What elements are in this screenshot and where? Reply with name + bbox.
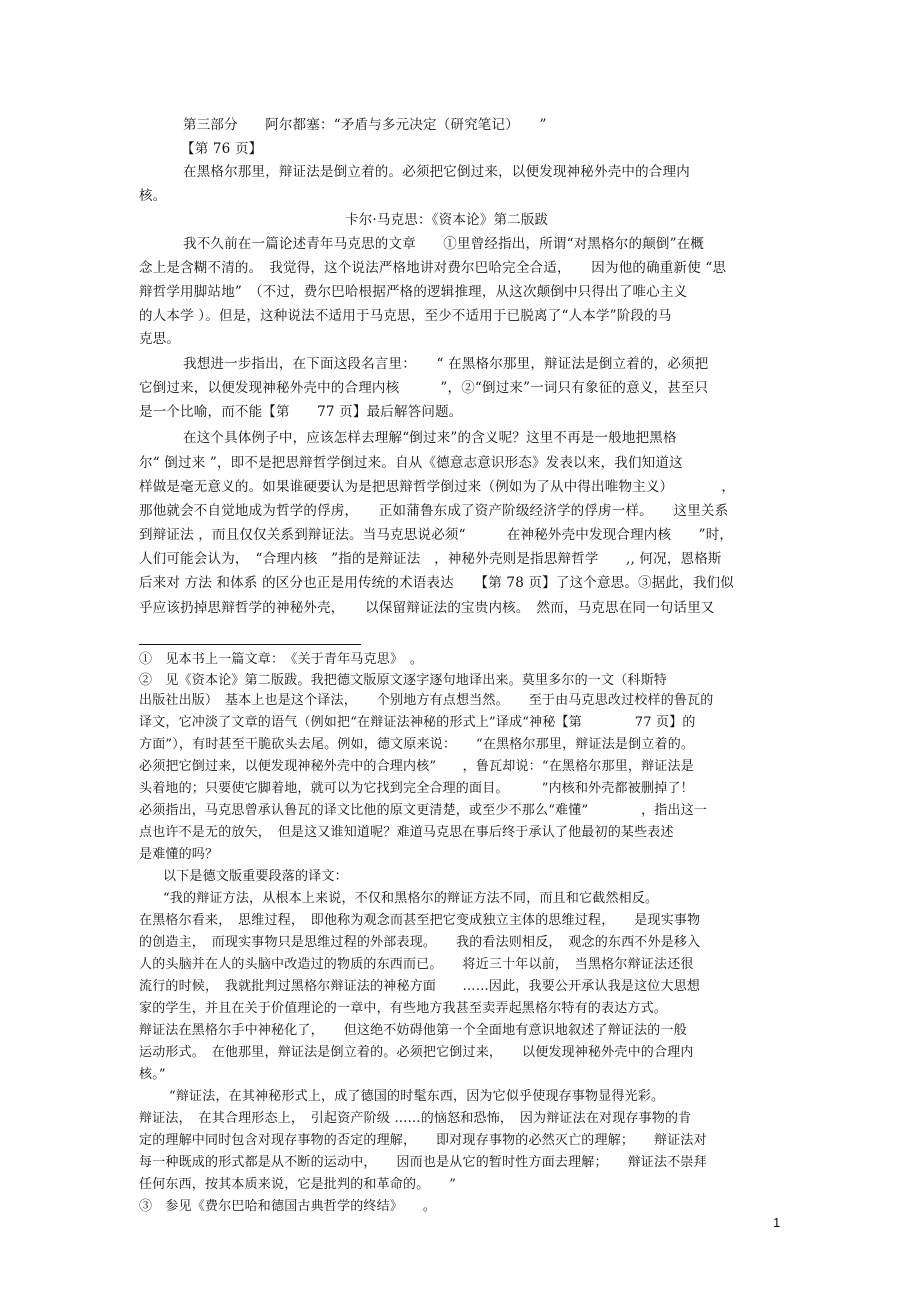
body-line: 那他就会不自觉地成为哲学的俘虏， 正如蒲鲁东成了资产阶级经济学的俘虏一样。 这里关系: [139, 503, 729, 519]
footnote-line: 辩证法在黑格尔手中神秘化了， 但这绝不妨碍他第一个全面地有意识地叙述了辩证法的一般: [139, 1023, 687, 1038]
body-line: 尔“ 倒过来 ”，即不是把思辩哲学倒过来。自从《德意志意识形态》发表以来，我们知道这: [139, 455, 683, 471]
body-line: 是一个比喻，而不能【第 77 页】最后解答问题。: [139, 404, 463, 420]
footnote-line: 出版社出版） 基本上也是这个译法， 个别地方有点想当然。 至于由马克思改过校样的鲁瓦的: [139, 693, 714, 708]
footnote-line: 译文，它冲淡了文章的语气（例如把“在辩证法神秘的形式上”译成“神秘【第 77 页】的: [139, 715, 696, 730]
footnote-line: 每一种既成的形式都是从不断的运动中， 因而也是从它的暂时性方面去理解； 辩证法不崇拜: [139, 1155, 707, 1170]
body-line: 到辩证法 ，而且仅仅关系到辩证法。当马克思说必须“ 在神秘外壳中发现合理内核 ”时，: [139, 527, 734, 543]
footnote-line: 家的学生，并且在关于价值理论的一章中，有些地方我甚至卖弄起黑格尔特有的表达方式。: [139, 1001, 668, 1016]
footnote-line: 运动形式。 在他那里，辩证法是倒立着的。必须把它倒过来， 以便发现神秘外壳中的合理内: [139, 1045, 694, 1060]
body-line: 克思。: [139, 331, 181, 347]
body-line: 样做是毫无意义的。如果谁硬要认为是把思辩哲学倒过来（例如为了从中得出唯物主义） ，: [139, 479, 736, 495]
epigraph-attribution: 卡尔·马克思：《资本论》第二版跋: [345, 212, 549, 228]
body-line: 它倒过来，以便发现神秘外壳中的合理内核 ”，②“倒过来”一词只有象征的意义，甚至只: [139, 380, 709, 396]
body-line: 我不久前在一篇论述青年马克思的文章 ①里曾经指出，所谓“对黑格尔的颠倒”在概: [183, 236, 705, 252]
body-line: 在这个具体例子中，应该怎样去理解“倒过来”的含义呢？这里不再是一般地把黑格: [183, 430, 677, 446]
page-marker: 【第 76 页】: [181, 141, 263, 157]
footnote-line: 点也许不是无的放矢， 但是这又谁知道呢？难道马克思在事后终于承认了他最初的某些表述: [139, 825, 674, 840]
footnote-line: 方面”），有时甚至干脆砍头去尾。例如，德文原来说： “在黑格尔那里，辩证法是倒立着的。: [139, 737, 695, 752]
footnote-line: 流行的时候， 我就批判过黑格尔辩证法的神秘方面 ……因此，我要公开承认我是这位大思想: [139, 979, 701, 994]
body-line: 辩哲学用脚站地” （不过，费尔巴哈根据严格的逻辑推理，从这次颠倒中只得出了唯心主义: [139, 284, 688, 300]
footnote-line: 在黑格尔看来， 思维过程， 即他称为观念而甚至把它变成独立主体的思维过程， 是现实事物: [139, 913, 701, 928]
footnote-line: “辩证法，在其神秘形式上，成了德国的时髦东西，因为它似乎使现存事物显得光彩。: [169, 1089, 665, 1104]
footnote-line: 的创造主， 而现实事物只是思维过程的外部表现。 我的看法则相反， 观念的东西不外是移入: [139, 935, 701, 950]
body-line: 后来对 方法 和体系 的区分也正是用传统的术语表达 【第 78 页】了这个意思。③据此，我们似: [139, 575, 734, 591]
footnote-line: 任何东西，按其本质来说，它是批判的和革命的。 ”: [139, 1177, 457, 1192]
footnote-line: 以下是德文版重要段落的译文：: [163, 869, 348, 884]
footnote-line: 辩证法， 在其合理形态上， 引起资产阶级 ……的恼怒和恐怖， 因为辩证法在对现存事物的肯: [139, 1111, 692, 1126]
page-number: 1: [773, 1215, 781, 1230]
footnote-line: “我的辩证方法，从根本上来说，不仅和黑格尔的辩证方法不同，而且和它截然相反。: [163, 891, 659, 906]
footnote-line: 定的理解中同时包含对现存事物的否定的理解， 即对现存事物的必然灭亡的理解； 辩证法对: [139, 1133, 707, 1148]
body-line: 我想进一步指出，在下面这段名言里： “ 在黑格尔那里，辩证法是倒立着的，必须把: [183, 356, 709, 372]
footnote-line: 必须指出，马克思曾承认鲁瓦的译文比他的原文更清楚，或至少不那么“难懂” ，指出这一: [139, 803, 708, 818]
footnote-line: 必须把它倒过来，以便发现神秘外壳中的合理内核” ，鲁瓦却说：“在黑格尔那里，辩证法是: [139, 759, 694, 774]
chapter-heading: 第三部分 阿尔都塞：“矛盾与多元决定（研究笔记） ”: [183, 117, 547, 133]
body-line: 的人本学 ）。但是，这种说法不适用于马克思，至少不适用于已脱离了“人本学”阶段的马: [139, 308, 672, 324]
footnote-line: 核。”: [139, 1067, 166, 1082]
epigraph-line: 在黑格尔那里，辩证法是倒立着的。必须把它倒过来，以便发现神秘外壳中的合理内: [183, 164, 690, 180]
footnote-divider: [139, 644, 361, 645]
footnote-line: ② 见《资本论》第二版跋。我把德文版原文逐字逐句地译出来。莫里多尔的一文（科斯特: [139, 673, 668, 688]
epigraph-line: 核。: [139, 188, 167, 204]
body-line: 念上是含糊不清的。 我觉得，这个说法严格地讲对费尔巴哈完全合适， 因为他的确重新使 “思: [139, 260, 727, 276]
footnote-line: 头着地的；只要使它脚着地，就可以为它找到完全合理的面目。 ”内核和外壳都被删掉了！: [139, 781, 694, 796]
footnote-line: 是难懂的吗？: [139, 847, 219, 862]
footnote-line: 人的头脑并在人的头脑中改造过的物质的东西而已。 将近三十年以前， 当黑格尔辩证法还很: [139, 957, 694, 972]
footnote-line: ① 见本书上一篇文章： 《关于青年马克思》 。: [139, 652, 424, 667]
footnote-line: ③ 参见《费尔巴哈和德国古典哲学的终结》 。: [139, 1199, 437, 1214]
body-line: 人们可能会认为， “合理内核 ”指的是辩证法 ，神秘外壳则是指思辩哲学 ,, 何况，恩格斯: [139, 551, 722, 567]
body-line: 乎应该扔掉思辩哲学的神秘外壳， 以保留辩证法的宝贵内核。 然而，马克思在同一句话里又: [139, 600, 715, 616]
